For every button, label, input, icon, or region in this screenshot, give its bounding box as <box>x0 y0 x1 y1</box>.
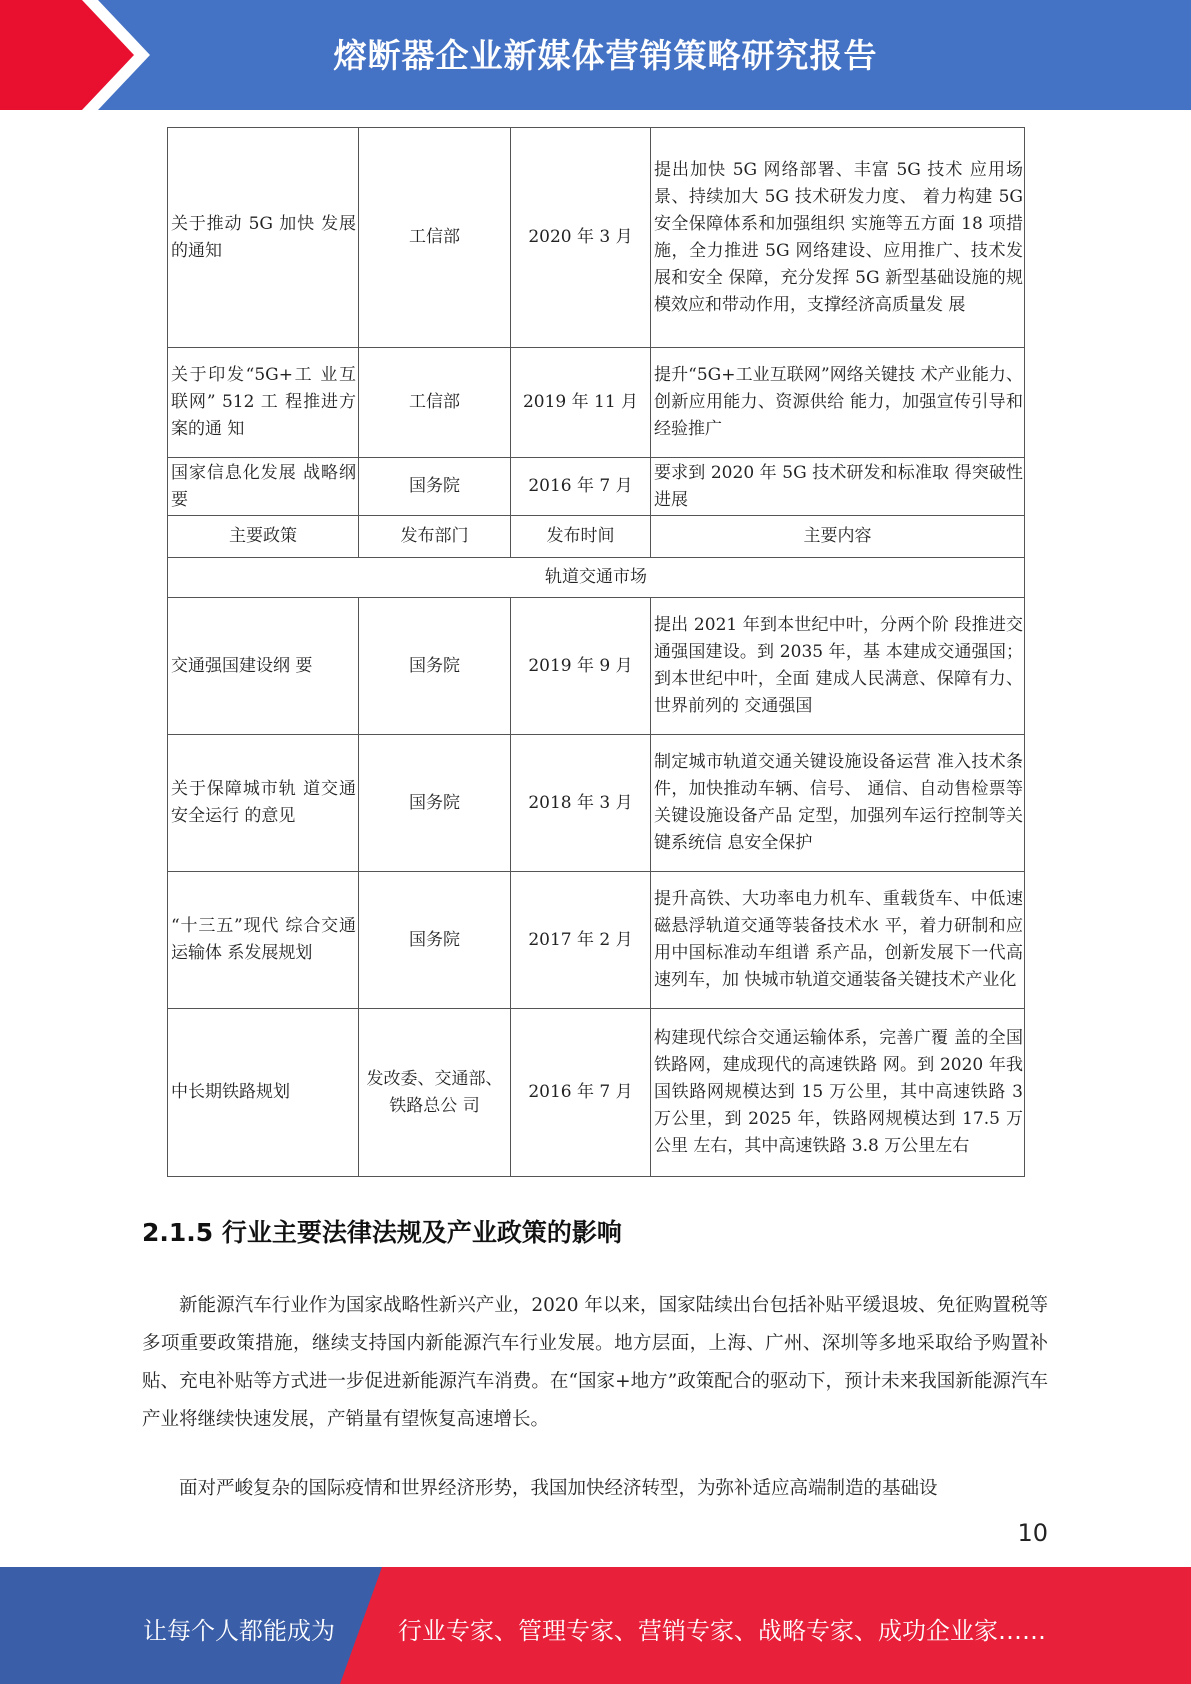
policy-dept: 工信部 <box>359 128 511 348</box>
body-paragraph: 新能源汽车行业作为国家战略性新兴产业，2020 年以来，国家陆续出台包括补贴平缓退坡、免征购置税等多项重要政策措施，继续支持国内新能源汽车行业发展。地方层面，上海、广州、深圳等多地采取给予购置补贴、充电补贴等方式进一步促进新能源汽车消费。在“国家+地方”政策配合的驱动下，预计未来我国新能源汽车产业将继续快速发展，产销量有望恢复高速增长。 <box>142 1295 1048 1430</box>
footer-slogan-right: 行业专家、管理专家、营销专家、战略专家、成功企业家…… <box>398 1617 1046 1645</box>
policy-date: 2018 年 3 月 <box>511 735 651 872</box>
policy-dept: 国务院 <box>359 735 511 872</box>
report-title: 熔断器企业新媒体营销策略研究报告 <box>333 36 878 75</box>
policy-dept: 国务院 <box>359 458 511 516</box>
table-row <box>168 872 1025 1009</box>
page-header <box>0 0 1191 110</box>
policy-content: 提升“5G+工业互联网”网络关键技 术产业能力、创新应用能力、资源供给 能力，加强宣传引导和经验推广 <box>651 348 1025 458</box>
table-row <box>168 128 1025 348</box>
table-row <box>168 458 1025 516</box>
header-policy: 主要政策 <box>168 516 359 558</box>
policy-date: 2016 年 7 月 <box>511 458 651 516</box>
section-heading: 2.1.5 行业主要法律法规及产业政策的影响 <box>142 1218 622 1247</box>
policy-content: 提出加快 5G 网络部署、丰富 5G 技术 应用场景、持续加大 5G 技术研发力度、 着力构建 5G 安全保障体系和加强组织 实施等五方面 18 项措施，全力推进 5G 网络建设、应用推广、技术发展和安全 保障，充分发挥 5G 新型基础设施的规 模效应和带动作用，支撑经济高质量发 展 <box>651 128 1025 348</box>
table-header-row <box>168 516 1025 558</box>
footer-slogan-left: 让每个人都能成为 <box>143 1617 335 1645</box>
body-paragraph: 面对严峻复杂的国际疫情和世界经济形势，我国加快经济转型，为弥补适应高端制造的基础设 <box>179 1478 938 1499</box>
page-footer <box>0 1567 1191 1684</box>
table-row <box>168 735 1025 872</box>
policy-dept: 国务院 <box>359 598 511 735</box>
policy-content: 构建现代综合交通运输体系，完善广覆 盖的全国铁路网，建成现代的高速铁路 网。到 2020 年我国铁路网规模达到 15 万公里，其中高速铁路 3 万公里，到 2025 年，铁路网规模达到 17.5 万公里 左右，其中高速铁路 3.8 万公里左右 <box>651 1009 1025 1177</box>
policy-name: 关于推动 5G 加快 发展的通知 <box>168 128 359 348</box>
policy-date: 2019 年 9 月 <box>511 598 651 735</box>
header-dept: 发布部门 <box>359 516 511 558</box>
policy-name: 交通强国建设纲 要 <box>168 598 359 735</box>
policy-table <box>167 127 1025 1177</box>
policy-name: 关于印发“5G+工 业互联网” 512 工 程推进方案的通 知 <box>168 348 359 458</box>
policy-date: 2019 年 11 月 <box>511 348 651 458</box>
policy-name: 国家信息化发展 战略纲要 <box>168 458 359 516</box>
section-label-rail: 轨道交通市场 <box>168 558 1025 598</box>
policy-name: 中长期铁路规划 <box>168 1009 359 1177</box>
page-number: 10 <box>1017 1519 1048 1547</box>
table-section-row <box>168 558 1025 598</box>
table-row <box>168 598 1025 735</box>
policy-name: 关于保障城市轨 道交通安全运行 的意见 <box>168 735 359 872</box>
header-content: 主要内容 <box>651 516 1025 558</box>
policy-content: 制定城市轨道交通关键设施设备运营 准入技术条件，加快推动车辆、信号、 通信、自动售检票等关键设施设备产品 定型，加强列车运行控制等关键系统信 息安全保护 <box>651 735 1025 872</box>
policy-date: 2017 年 2 月 <box>511 872 651 1009</box>
policy-date: 2016 年 7 月 <box>511 1009 651 1177</box>
policy-date: 2020 年 3 月 <box>511 128 651 348</box>
table-row <box>168 348 1025 458</box>
policy-dept: 发改委、交通部、铁路总公 司 <box>359 1009 511 1177</box>
policy-content: 要求到 2020 年 5G 技术研发和标准取 得突破性进展 <box>651 458 1025 516</box>
policy-content: 提升高铁、大功率电力机车、重载货车、中低速磁悬浮轨道交通等装备技术水 平，着力研制和应用中国标准动车组谱 系产品，创新发展下一代高速列车，加 快城市轨道交通装备关键技术产业化 <box>651 872 1025 1009</box>
table-row <box>168 1009 1025 1177</box>
policy-dept: 工信部 <box>359 348 511 458</box>
policy-name: “十三五”现代 综合交通运输体 系发展规划 <box>168 872 359 1009</box>
policy-dept: 国务院 <box>359 872 511 1009</box>
header-date: 发布时间 <box>511 516 651 558</box>
policy-content: 提出 2021 年到本世纪中叶，分两个阶 段推进交通强国建设。到 2035 年，基 本建成交通强国；到本世纪中叶，全面 建成人民满意、保障有力、世界前列的 交通强国 <box>651 598 1025 735</box>
